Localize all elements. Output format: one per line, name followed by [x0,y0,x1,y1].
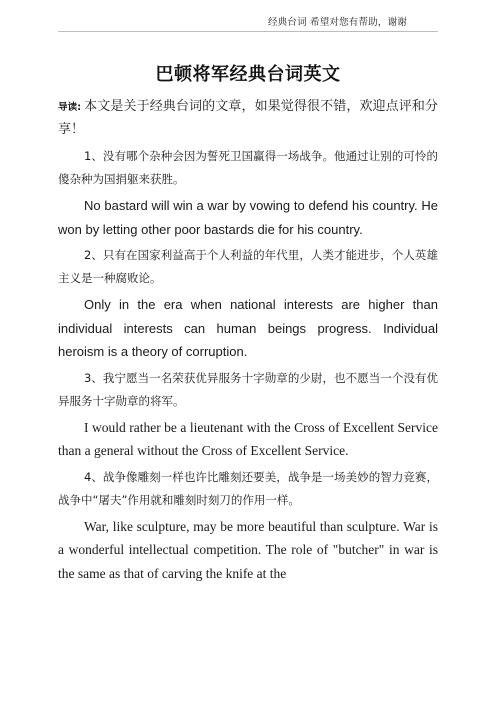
document-title: 巴顿将军经典台词英文 [155,64,341,85]
quote-3-chinese: 3、我宁愿当一名荣获优异服务十字勋章的少尉，也不愿当一个没有优异服务十字勋章的将军。 [58,370,438,408]
quote-1-chinese: 1、没有哪个杂种会因为誓死卫国赢得一场战争。他通过让别的可怜的傻杂种为国捐躯来获胜。 [58,149,438,186]
intro-text: 本文是关于经典台词的文章，如果觉得很不错，欢迎点评和分享！ [58,99,438,137]
intro-label: 导读: [58,102,82,113]
intro-paragraph [58,96,438,141]
quote-3-english: I would rather be a lieutenant with the Cross of Excellent Service than a general without the Cross of Excellent Service. [58,419,438,458]
quote-2-chinese: 2、只有在国家利益高于个人利益的年代里，人类才能进步，个人英雄主义是一种腐败论。 [58,248,438,285]
quote-1-english: No bastard will win a war by vowing to defend his country. He won by letting other poor bastards die for his country. [58,198,438,237]
quote-2-english: Only in the era when national interests are higher than individual interests can human beings progress. Individual heroism is a theory of corruption. [58,297,438,359]
quote-4-english: War, like sculpture, may be more beautiful than sculpture. War is a wonderful intellectual competition. The role of "butcher" in war is the same as that of carving the knife at the [58,518,438,581]
document-body [58,96,438,588]
header-divider [58,31,438,32]
header-note: 经典台词 希望对您有帮助，谢谢 [267,17,407,28]
quote-4-chinese: 4、战争像雕刻一样也许比雕刻还要美，战争是一场美妙的智力竞赛，战争中“屠夫”作用就和雕刻时刻刀的作用一样。 [58,469,438,507]
